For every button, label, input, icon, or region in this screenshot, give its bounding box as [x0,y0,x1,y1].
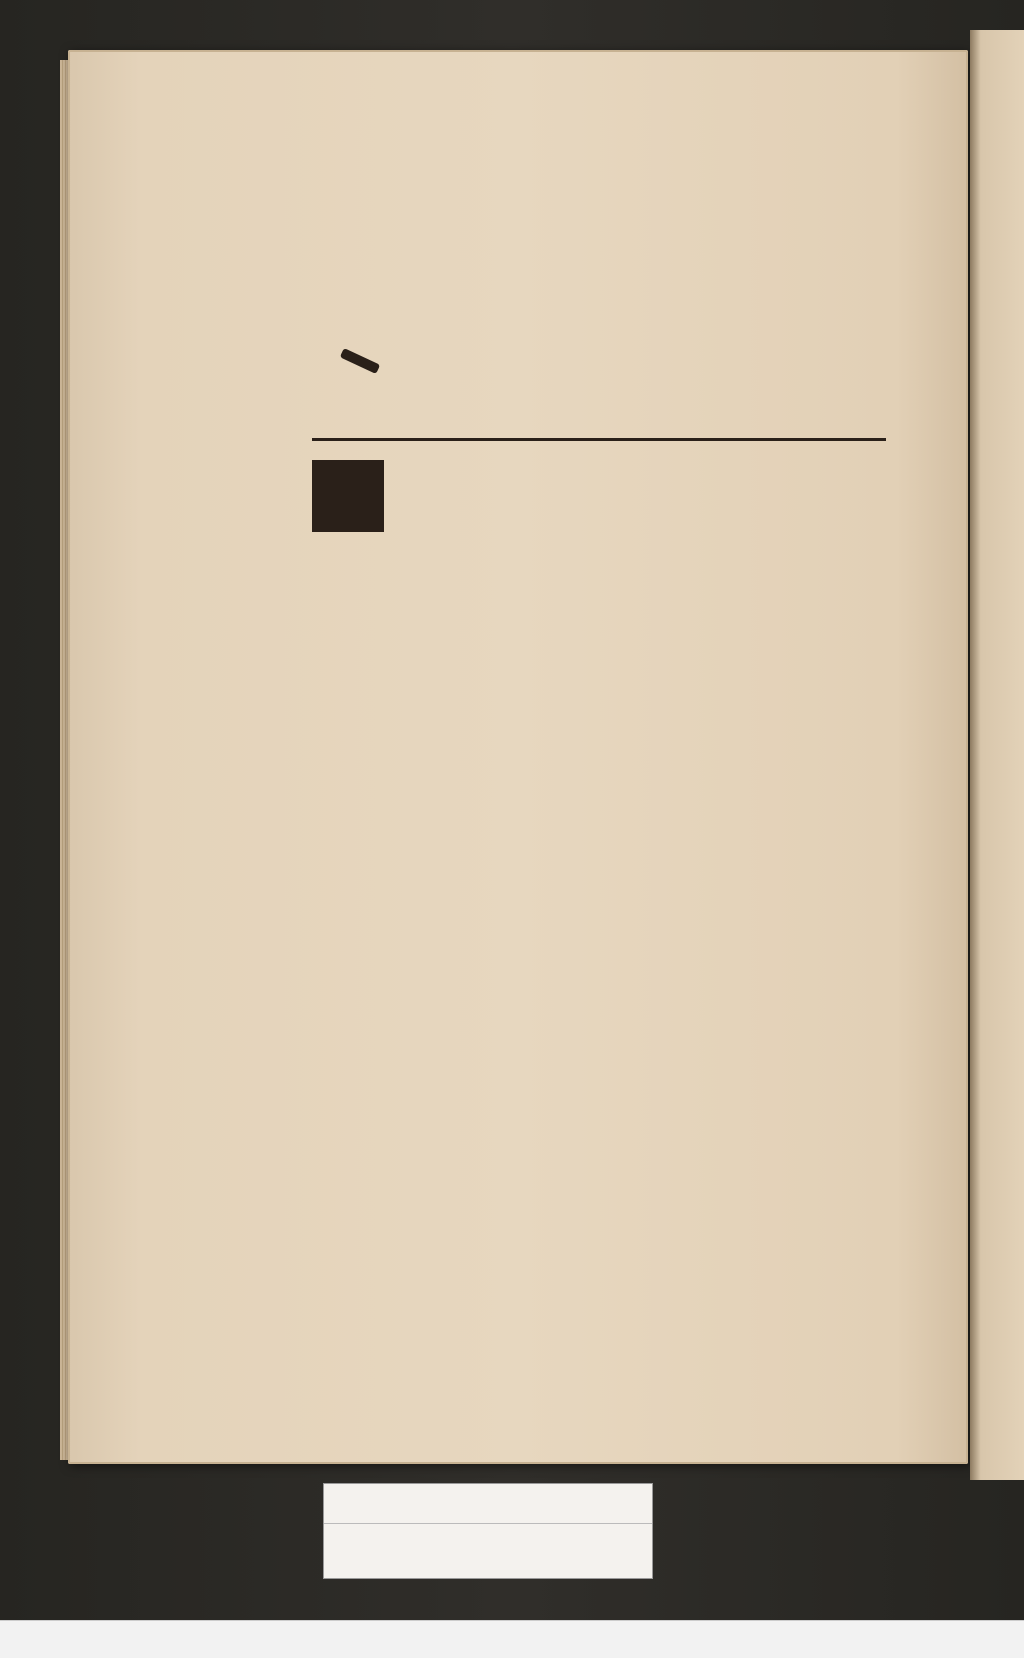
divider-rule [312,438,886,441]
card-divider [324,1523,652,1524]
color-reference-card [323,1483,653,1579]
ruler-scale [336,1530,506,1558]
book-page [68,50,968,1464]
facing-page-edge [970,30,1024,1480]
footer-bar [0,1620,1024,1658]
decorated-initial [312,460,384,532]
hab-logo-icon [8,1627,46,1652]
